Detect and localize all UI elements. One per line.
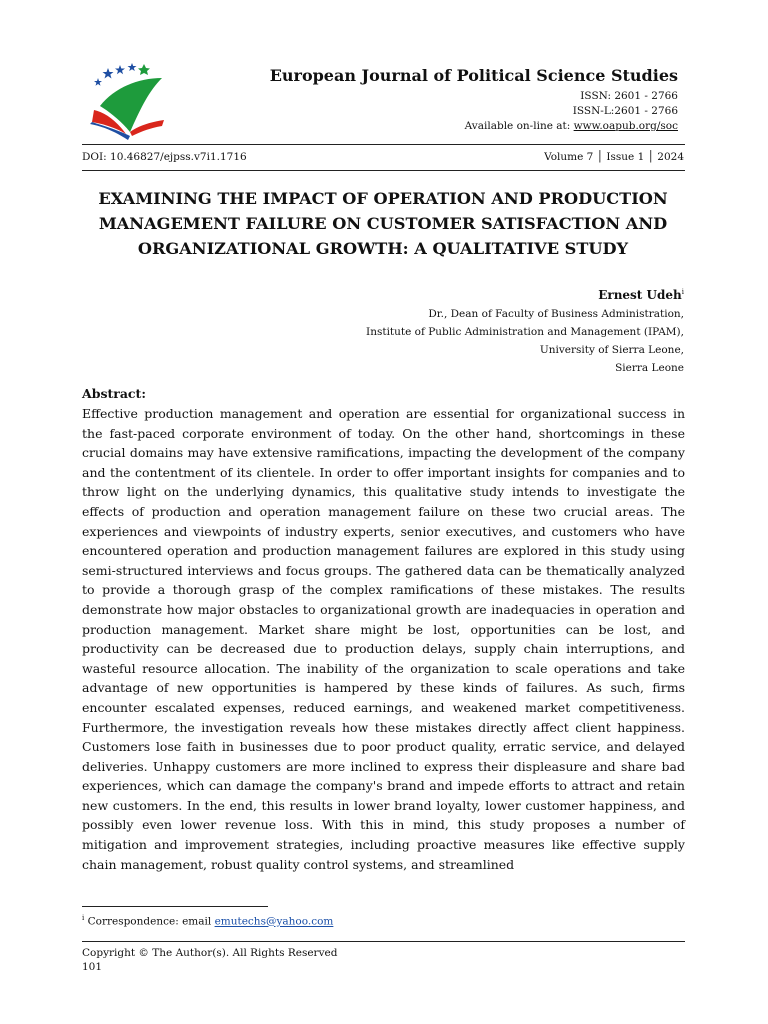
author-name [366, 282, 684, 305]
doi: DOI: 10.46827/ejpss.v7i1.1716 [82, 151, 247, 163]
issn-l: ISSN-L:2601 - 2766 [572, 105, 678, 117]
affiliation-line: Institute of Public Administration and Management (IPAM), [366, 326, 684, 338]
journal-title: European Journal of Political Science Studies [269, 66, 678, 85]
affiliation-line: Sierra Leone [615, 362, 684, 374]
doi-row [82, 151, 684, 163]
doi-rule [82, 170, 685, 171]
footnote [82, 914, 333, 928]
footer [82, 946, 337, 974]
footer-rule [82, 941, 685, 942]
copyright-notice: Copyright © The Author(s). All Rights Reserved [82, 947, 338, 959]
footnote-rule [82, 906, 268, 907]
volume-issue: Volume 7 │ Issue 1 │ 2024 [544, 151, 684, 163]
journal-header [270, 66, 678, 134]
correspondence-email-link[interactable]: emutechs@yahoo.com [214, 915, 334, 928]
available-label: Available on-line at: [464, 120, 571, 132]
abstract-body: Effective production management and operation are essential for organizational success in the fast-paced corporate environment of today. On the other hand, shortcomings in these crucial domains may have extensive ramifications, impacting the development of the company and the contentment of its clientele. In order to offer important insights for companies and to throw light on the underlying dynamics, this qualitative study intends to investigate the effects of production and operation management failure on these two crucial areas. The experiences and viewpoints of industry experts, senior executives, and customers who have encountered operation and production management failures are explored in this study using semi-structured interviews and focus groups. The gathered data can be thematically analyzed to provide a thorough grasp of the complex ramifications of these mistakes. The results demonstrate how major obstacles to organizational growth are inadequacies in operation and production management. Market share might be lost, opportunities can be lost, and productivity can be decreased due to production delays, supply chain interruptions, and wasteful resource allocation. The inability of the organization to scale operations and take advantage of new opportunities is hampered by these kinds of failures. As such, firms encounter escalated expenses, reduced earnings, and weakened market competitiveness. Furthermore, the investigation reveals how these mistakes directly affect client happiness. Customers lose faith in businesses due to poor product quality, erratic service, and delayed deliveries. Unhappy customers are more inclined to express their displeasure and share bad experiences, which can damage the company's brand and impede efforts to attract and retain new customers. In the end, this results in lower brand loyalty, lower customer happiness, and possibly even lower revenue loss. With this in mind, this study proposes a number of mitigation and improvement strategies, including proactive measures like effective supply chain management, robust quality control systems, and streamlined [82, 406, 685, 872]
issn: ISSN: 2601 - 2766 [580, 90, 678, 102]
journal-logo [86, 62, 168, 140]
page-number: 101 [82, 961, 103, 973]
abstract-heading: Abstract: [82, 386, 146, 401]
footnote-mark: i [82, 914, 85, 922]
author-footnote-mark: i [681, 288, 684, 296]
footnote-label: Correspondence: email [87, 915, 212, 928]
affiliation-line: Dr., Dean of Faculty of Business Administration, [428, 308, 684, 320]
journal-url-link[interactable]: www.oapub.org/soc [573, 120, 678, 132]
affiliation-line: University of Sierra Leone, [539, 344, 684, 356]
paper-title: EXAMINING THE IMPACT OF OPERATION AND PRODUCTION MANAGEMENT FAILURE ON CUSTOMER SATISFACTION AND ORGANIZATIONAL GROWTH: A QUALITATIVE STUDY [98, 189, 668, 258]
availability-line [270, 119, 678, 134]
author-block [366, 282, 684, 377]
author-name-text: Ernest Udeh [598, 288, 682, 302]
header-rule [82, 144, 685, 145]
